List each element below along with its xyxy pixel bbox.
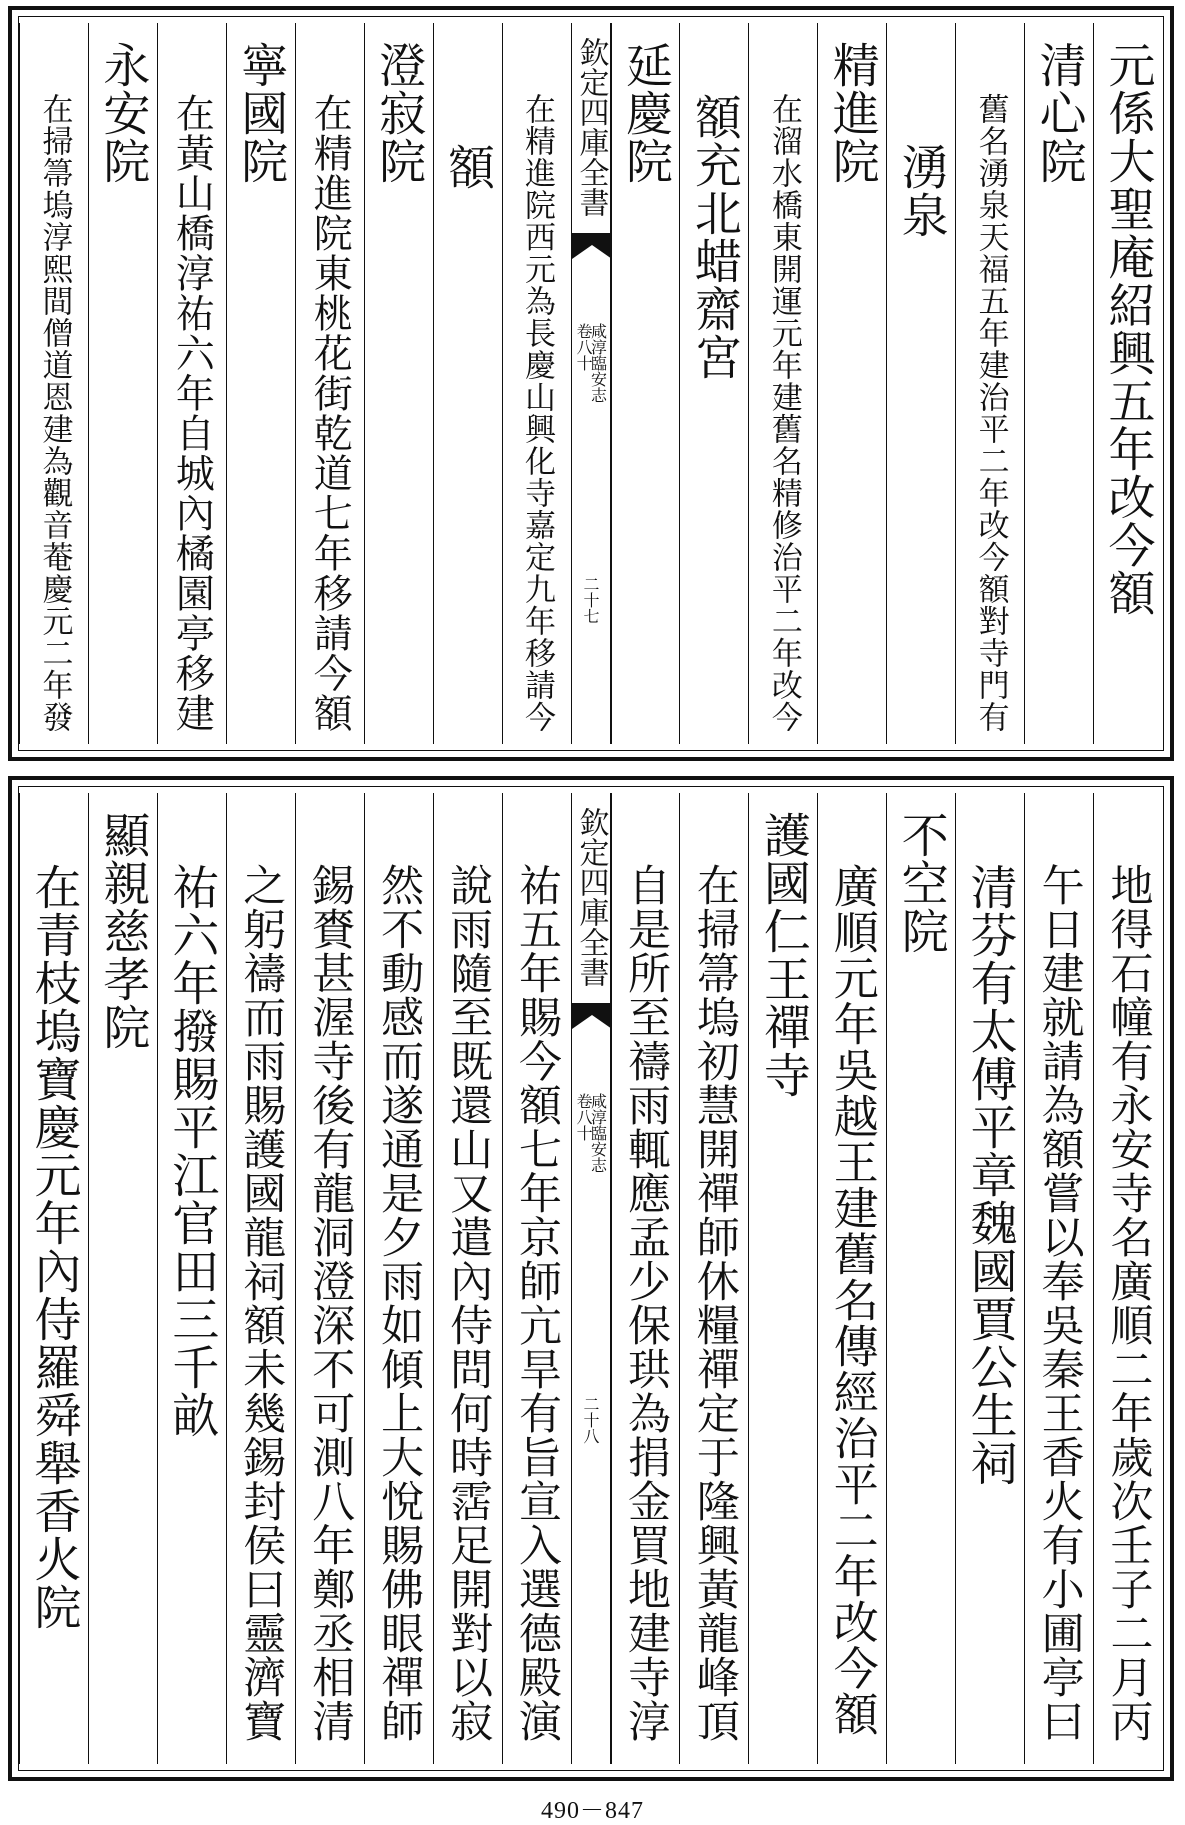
text-column	[19, 793, 88, 1764]
entry-heading: 澄寂院	[371, 41, 427, 185]
entry-text: 湧泉	[893, 143, 949, 239]
gutter-page-number: 二十八	[581, 1396, 600, 1444]
entry-text: 額	[440, 143, 496, 191]
gutter-title: 欽定四庫全書	[573, 807, 609, 987]
entry-text: 在精進院西元為長慶山興化寺嘉定九年移請今	[519, 93, 556, 733]
gutter-page-number: 二十七	[581, 576, 600, 624]
text-column	[886, 23, 955, 744]
entry-heading: 護國仁王禪寺	[755, 811, 811, 1099]
gutter-title: 欽定四庫全書	[573, 37, 609, 217]
text-column	[817, 793, 886, 1764]
upper-page-frame	[18, 16, 1164, 751]
entry-text: 廣順元年吳越王建舊名傳經治平二年改今額	[825, 863, 879, 1737]
lower-page-frame	[18, 786, 1164, 1771]
text-column	[1093, 793, 1162, 1764]
entry-text: 祐六年撥賜平江官田三千畝	[164, 863, 220, 1439]
text-column	[433, 793, 502, 1764]
gutter-volume: 卷八十	[574, 323, 594, 371]
entry-heading: 顯親慈孝院	[95, 811, 151, 1051]
entry-text: 在溜水橋東開運元年建舊名精修治平二年改今	[765, 93, 802, 733]
center-gutter	[571, 793, 611, 1764]
text-column	[886, 793, 955, 1764]
text-column	[1024, 23, 1093, 744]
entry-heading: 寧國院	[233, 41, 289, 185]
entry-text: 舊名湧泉天福五年建治平二年改今額對寺門有	[972, 93, 1009, 733]
text-column	[679, 793, 748, 1764]
entry-heading: 延慶院	[617, 41, 673, 185]
text-column	[1093, 23, 1162, 744]
text-column	[748, 23, 817, 744]
entry-heading: 不空院	[893, 811, 949, 955]
entry-text: 地得石幢有永安寺名廣順二年歲次壬子二月丙	[1103, 863, 1154, 1743]
entry-text: 在精進院東桃花街乾道七年移請今額	[307, 93, 353, 733]
entry-heading: 精進院	[824, 41, 880, 185]
text-column	[611, 23, 680, 744]
text-column	[157, 23, 226, 744]
entry-text: 然不動感而遂通是夕雨如傾上大悅賜佛眼禪師	[374, 863, 425, 1743]
entry-text: 在掃箒塢淳熙間僧道恩建為觀音菴慶元二年發	[36, 93, 73, 733]
entry-text: 在黃山橋淳祐六年自城內橘園亭移建	[169, 93, 215, 733]
entry-text: 祐五年賜今額七年京師亢旱有旨宣入選德殿演	[512, 863, 563, 1743]
entry-text: 午日建就請為額嘗以奉吳秦王香火有小圃亭曰	[1034, 863, 1085, 1743]
text-column	[295, 793, 364, 1764]
text-column	[364, 23, 433, 744]
page-footer-number: 490－847	[541, 1798, 644, 1824]
center-gutter	[571, 23, 611, 744]
text-column	[19, 23, 88, 744]
text-column	[611, 793, 680, 1764]
fishtail-mark	[572, 233, 612, 261]
text-column	[226, 793, 295, 1764]
text-column	[748, 793, 817, 1764]
entry-text: 之躬禱而雨賜護國龍祠額未幾錫封侯曰靈濟寶	[236, 863, 287, 1743]
entry-text: 說雨隨至既還山又遣內侍問何時霑足開對以寂	[443, 863, 494, 1743]
text-column	[955, 793, 1024, 1764]
entry-text: 錫賚甚渥寺後有龍洞澄深不可測八年鄭丞相清	[305, 863, 356, 1743]
gutter-volume: 卷八十	[574, 1093, 594, 1141]
fishtail-mark	[572, 1003, 612, 1031]
text-column	[502, 793, 571, 1764]
text-column	[1024, 793, 1093, 1764]
text-column	[88, 23, 157, 744]
text-column	[226, 23, 295, 744]
entry-text: 在青枝塢寶慶元年內侍羅舜舉香火院	[26, 863, 82, 1631]
entry-heading: 清心院	[1031, 41, 1087, 185]
text-column	[679, 23, 748, 744]
text-column	[157, 793, 226, 1764]
text-column	[502, 23, 571, 744]
entry-text: 額充北蜡齋宮	[686, 93, 742, 381]
entry-heading: 永安院	[95, 41, 151, 185]
upper-page	[8, 6, 1174, 761]
gutter-book-title: 咸淳臨安志	[588, 1093, 608, 1173]
text-column	[295, 23, 364, 744]
lower-page	[8, 776, 1174, 1781]
entry-heading: 元係大聖庵紹興五年改今額	[1100, 41, 1156, 617]
entry-text: 清芬有太傅平章魏國賈公生祠	[962, 863, 1018, 1487]
text-column	[364, 793, 433, 1764]
text-column	[88, 793, 157, 1764]
text-column	[433, 23, 502, 744]
entry-text: 在掃箒塢初慧開禪師休糧禪定于隆興黃龍峰頂	[689, 863, 740, 1743]
text-column	[955, 23, 1024, 744]
entry-text: 自是所至禱雨輒應孟少保珙為捐金買地建寺淳	[620, 863, 671, 1743]
text-column	[817, 23, 886, 744]
gutter-book-title: 咸淳臨安志	[588, 323, 608, 403]
